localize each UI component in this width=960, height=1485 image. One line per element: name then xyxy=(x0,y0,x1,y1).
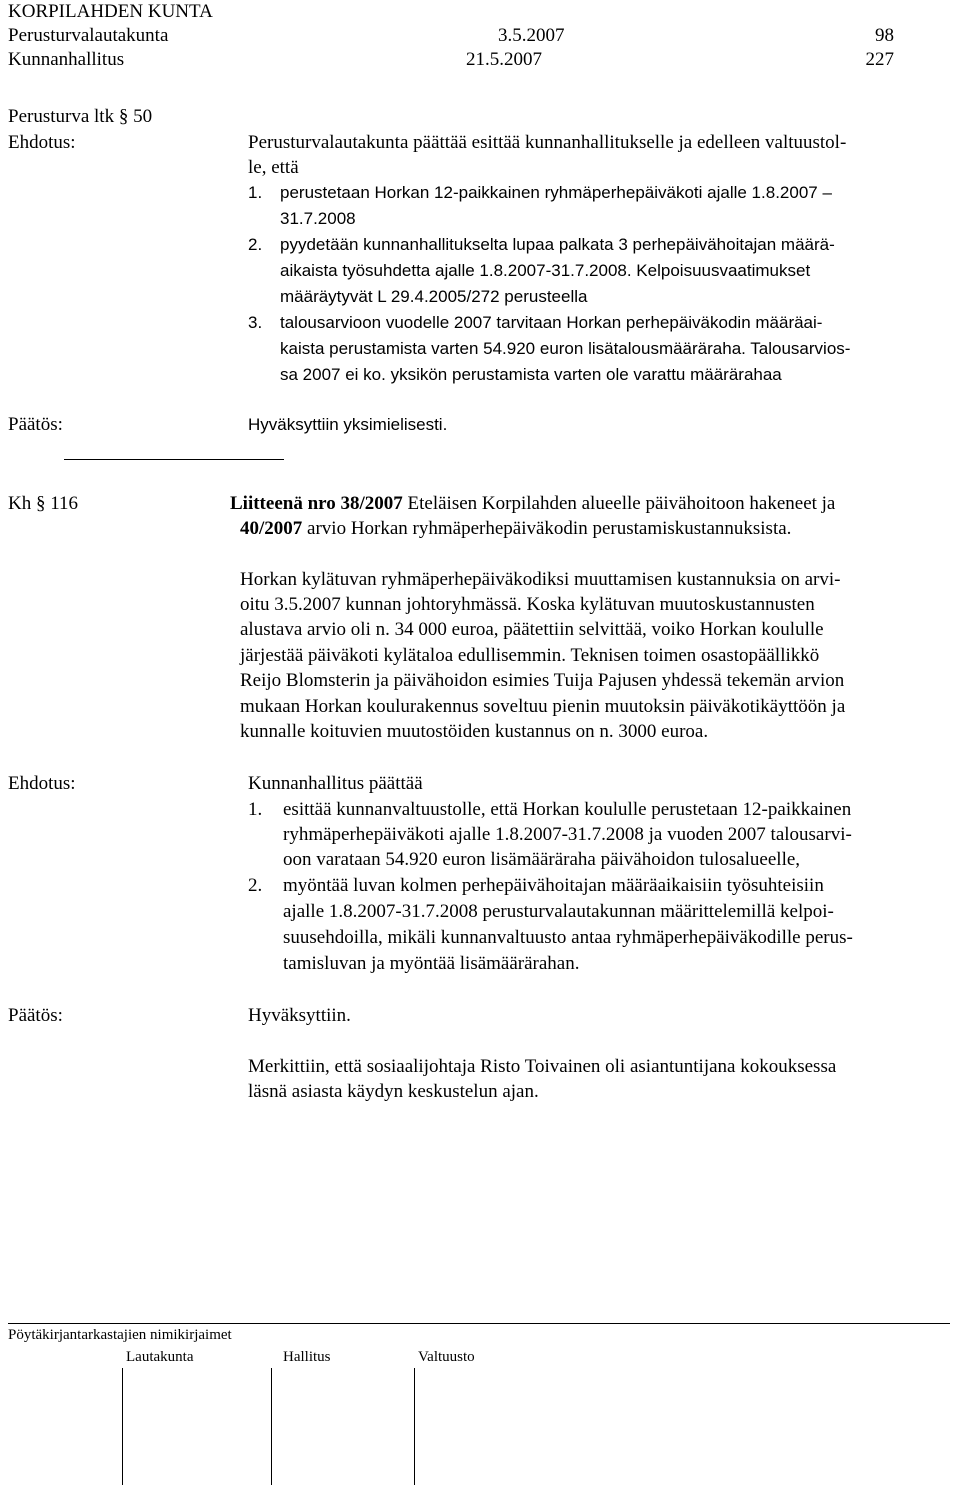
attachment-line-1 xyxy=(230,491,835,517)
municipality-name: KORPILAHDEN KUNTA xyxy=(8,1,213,22)
header-date-2: 21.5.2007 xyxy=(466,49,542,70)
signature-column-divider xyxy=(122,1368,123,1485)
list-item-number: 2. xyxy=(248,875,263,896)
footer-column-label: Lautakunta xyxy=(126,1349,194,1365)
section1-decision-label: Päätös: xyxy=(8,414,63,435)
header-page-1: 98 xyxy=(875,25,894,46)
list-item-line: aikaista työsuhdetta ajalle 1.8.2007-31.7.2008. Kelpoisuusvaatimukset xyxy=(280,261,811,280)
body-line: alustava arvio oli n. 34 000 euroa, päätettiin selvittää, voiko Horkan koululle xyxy=(240,619,824,640)
section1-proposal-label: Ehdotus: xyxy=(8,132,76,153)
note-line: Merkittiin, että sosiaalijohtaja Risto Toivainen oli asiantuntijana kokouksessa xyxy=(248,1056,837,1077)
section2-reference: Kh § 116 xyxy=(8,493,79,514)
list-item-line: myöntää luvan kolmen perhepäivähoitajan määräaikaisiin työsuhteisiin xyxy=(283,875,824,896)
attachment-line-2 xyxy=(240,516,791,542)
body-line: järjestää päiväkoti kylätaloa edullisemmin. Teknisen toimen osastopäällikkö xyxy=(240,645,820,666)
footer-title: Pöytäkirjantarkastajien nimikirjaimet xyxy=(8,1327,232,1343)
section2-decision-label: Päätös: xyxy=(8,1005,63,1026)
list-item-line: ryhmäperhepäiväkoti ajalle 1.8.2007-31.7.2008 ja vuoden 2007 talousarvi- xyxy=(283,824,852,845)
footer-top-rule xyxy=(8,1323,950,1324)
header-body-2: Kunnanhallitus xyxy=(8,49,125,70)
attachment-number-1: Liitteenä nro 38/2007 xyxy=(230,493,403,514)
list-item-line: suusehdoilla, mikäli kunnanvaltuusto antaa ryhmäperhepäiväkodille perus- xyxy=(283,927,853,948)
list-item-number: 1. xyxy=(248,799,263,820)
section1-proposal-intro-line: le, että xyxy=(248,157,299,178)
section2-proposal-intro: Kunnanhallitus päättää xyxy=(248,773,423,794)
list-item-line: tamisluvan ja myöntää lisämäärärahan. xyxy=(283,953,580,974)
list-item-line: talousarvioon vuodelle 2007 tarvitaan Horkan perhepäiväkodin määräai- xyxy=(280,313,823,332)
attachment-description-2: arvio Horkan ryhmäperhepäiväkodin perustamiskustannuksista. xyxy=(302,518,792,539)
body-line: kunnalle koituvien muutostöiden kustannus on n. 3000 euroa. xyxy=(240,721,709,742)
footer-column-label: Hallitus xyxy=(283,1349,331,1365)
signature-column-divider xyxy=(414,1368,415,1485)
list-item-number: 2. xyxy=(248,235,263,254)
list-item-line: pyydetään kunnanhallitukselta lupaa palkata 3 perhepäivähoitajan määrä- xyxy=(280,235,835,254)
signature-column-divider xyxy=(271,1368,272,1485)
header-body-1: Perusturvalautakunta xyxy=(8,25,169,46)
section1-reference: Perusturva ltk § 50 xyxy=(8,106,153,127)
section-divider xyxy=(64,459,284,460)
list-item-line: sa 2007 ei ko. yksikön perustamista varten ole varattu määrärahaa xyxy=(280,365,782,384)
body-line: Reijo Blomsterin ja päivähoidon esimies Tuija Pajusen yhdessä tekemän arvion xyxy=(240,670,845,691)
header-date-1: 3.5.2007 xyxy=(498,25,565,46)
body-line: oitu 3.5.2007 kunnan johtoryhmässä. Koska kylätuvan muutoskustannusten xyxy=(240,594,815,615)
list-item-line: perustetaan Horkan 12-paikkainen ryhmäperhepäiväkoti ajalle 1.8.2007 – xyxy=(280,183,832,202)
list-item-line: 31.7.2008 xyxy=(280,209,356,228)
section1-decision-text: Hyväksyttiin yksimielisesti. xyxy=(248,415,448,434)
list-item-number: 1. xyxy=(248,183,263,202)
attachment-number-2: 40/2007 xyxy=(240,518,303,539)
section1-proposal-intro-line: Perusturvalautakunta päättää esittää kunnanhallitukselle ja edelleen valtuustol- xyxy=(248,132,847,153)
list-item-line: kaista perustamista varten 54.920 euron lisätalousmääräraha. Talousarvios- xyxy=(280,339,851,358)
list-item-line: oon varataan 54.920 euron lisämääräraha päivähoidon tulosalueelle, xyxy=(283,849,801,870)
body-line: mukaan Horkan koulurakennus soveltuu pienin muutoksin päiväkotikäyttöön ja xyxy=(240,696,846,717)
list-item-line: esittää kunnanvaltuustolle, että Horkan koululle perustetaan 12-paikkainen xyxy=(283,799,852,820)
list-item-number: 3. xyxy=(248,313,263,332)
header-page-2: 227 xyxy=(865,49,894,70)
attachment-description-1: Eteläisen Korpilahden alueelle päivähoitoon hakeneet ja xyxy=(402,493,836,514)
footer-column-label: Valtuusto xyxy=(418,1349,475,1365)
section2-decision-text: Hyväksyttiin. xyxy=(248,1005,351,1026)
note-line: läsnä asiasta käydyn keskustelun ajan. xyxy=(248,1081,539,1102)
section2-proposal-label: Ehdotus: xyxy=(8,773,76,794)
body-line: Horkan kylätuvan ryhmäperhepäiväkodiksi muuttamisen kustannuksia on arvi- xyxy=(240,569,841,590)
list-item-line: määräytyvät L 29.4.2005/272 perusteella xyxy=(280,287,588,306)
list-item-line: ajalle 1.8.2007-31.7.2008 perusturvalautakunnan määrittelemillä kelpoi- xyxy=(283,901,834,922)
